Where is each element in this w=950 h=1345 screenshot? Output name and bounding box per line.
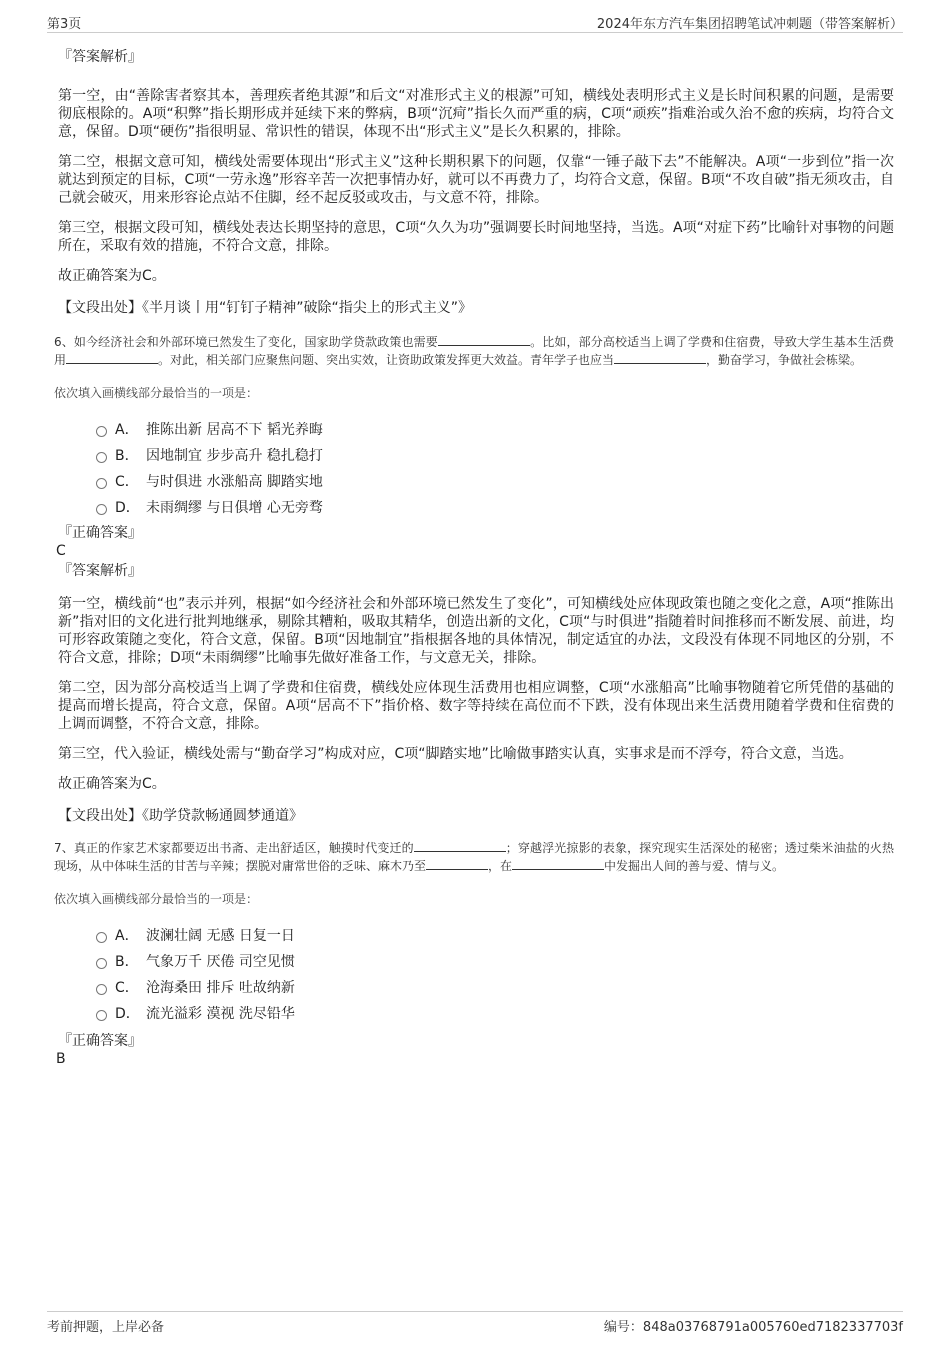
radio-button[interactable] <box>96 478 107 489</box>
question-instruction: 依次填入画横线部分最恰当的一项是： <box>54 892 259 906</box>
option-a[interactable] <box>58 923 894 949</box>
stem-text: 。对此，相关部门应聚焦问题、突出实效，让资助政策发挥更大效益。青年学子也应当 <box>158 353 615 367</box>
analysis-label: 『答案解析』 <box>58 49 142 65</box>
analysis-paragraph: 第三空，代入验证，横线处需与“勤奋学习”构成对应，C项“脚踏实地”比喻做事踏实认真，实事求是而不浮夸，符合文意，当选。 <box>58 746 853 762</box>
option-letter: C． <box>115 980 139 996</box>
radio-button[interactable] <box>96 958 107 969</box>
option-b[interactable] <box>58 949 894 975</box>
option-letter: A． <box>115 422 139 438</box>
option-text: 未雨绸缪 与日俱增 心无旁骛 <box>146 500 323 516</box>
answer-blank <box>426 857 488 870</box>
conclusion: 故正确答案为C。 <box>58 268 166 284</box>
option-letter: D． <box>115 1006 140 1022</box>
page-header <box>47 10 903 33</box>
analysis-label: 『答案解析』 <box>58 563 142 579</box>
document-body <box>54 44 894 1067</box>
page-number: 第3页 <box>47 17 82 32</box>
correct-answer: B <box>56 1051 66 1067</box>
analysis-paragraph: 第二空，因为部分高校适当上调了学费和住宿费，横线处应体现生活费用也相应调整，C项“水涨船高”比喻事物随着它所凭借的基础的提高而增长提高，符合文意，保留。A项“居高不下”指价格、数字等持续在高位而不下跌，没有体现出来生活费用随着学费和住宿费的上调而调整，不符合文意，排除。 <box>58 680 894 732</box>
answer-blank <box>66 351 158 364</box>
radio-button[interactable] <box>96 426 107 437</box>
option-text: 与时俱进 水涨船高 脚踏实地 <box>146 474 323 490</box>
stem-text: 。比如，部分高校适当上调了学费和住宿费，导致大学生基本生活费用 <box>54 335 894 367</box>
stem-text: 7、真正的作家艺术家都要迈出书斋、走出舒适区，触摸时代变迁的 <box>54 841 414 855</box>
option-letter: B． <box>115 954 139 970</box>
document-title: 2024年东方汽车集团招聘笔试冲刺题（带答案解析） <box>596 17 903 32</box>
option-letter: C． <box>115 474 139 490</box>
analysis-paragraph: 第三空，根据文段可知，横线处表达长期坚持的意思，C项“久久为功”强调要长时间地坚持，当选。A项“对症下药”比喻针对事物的问题所在，采取有效的措施，不符合文意，排除。 <box>58 220 894 254</box>
question-instruction: 依次填入画横线部分最恰当的一项是： <box>54 386 259 400</box>
source-citation: 【文段出处】《半月谈丨用“钉钉子精神”破除“指尖上的形式主义”》 <box>58 300 473 316</box>
option-c[interactable] <box>58 469 894 495</box>
footer-slogan: 考前押题，上岸必备 <box>47 1320 165 1335</box>
radio-button[interactable] <box>96 1010 107 1021</box>
stem-text: ，在 <box>488 859 513 873</box>
option-text: 推陈出新 居高不下 韬光养晦 <box>146 422 323 438</box>
option-text: 波澜壮阔 无感 日复一日 <box>146 928 295 944</box>
answer-blank <box>512 857 604 870</box>
answer-blank <box>614 351 706 364</box>
option-letter: B． <box>115 448 139 464</box>
analysis-paragraph: 第一空，由“善除害者察其本，善理疾者绝其源”和后文“对准形式主义的根源”可知，横线处表明形式主义是长时间积累的问题，是需要彻底根除的。A项“积弊”指长期形成并延续下来的弊病，B项“沉疴”指长久而严重的病，C项“顽疾”指难治或久治不愈的疾病，均符合文意，保留。D项“硬伤”指很明显、常识性的错误，体现不出“形式主义”是长久积累的，排除。 <box>58 88 894 140</box>
conclusion: 故正确答案为C。 <box>58 776 166 792</box>
radio-button[interactable] <box>96 504 107 515</box>
question-stem <box>54 839 894 875</box>
option-list <box>58 417 894 521</box>
correct-answer: C <box>56 543 66 559</box>
option-d[interactable] <box>58 1001 894 1027</box>
stem-text: ，勤奋学习，争做社会栋梁。 <box>706 353 863 367</box>
document-id: 编号：848a03768791a005760ed7182337703f <box>603 1320 903 1335</box>
answer-blank <box>438 333 530 346</box>
option-a[interactable] <box>58 417 894 443</box>
stem-text: ；穿越浮光掠影的表象，探究现实生活深处的秘密；透过柴米油盐的火热现场，从中体味生活的甘苦与辛辣；摆脱对庸常世俗的乏味、麻木乃至 <box>54 841 894 873</box>
option-letter: A． <box>115 928 139 944</box>
option-b[interactable] <box>58 443 894 469</box>
option-letter: D． <box>115 500 140 516</box>
radio-button[interactable] <box>96 932 107 943</box>
question-stem <box>54 333 894 369</box>
stem-text: 中发掘出人间的善与爱、情与义。 <box>604 859 785 873</box>
option-list <box>58 923 894 1027</box>
option-text: 流光溢彩 漠视 洗尽铅华 <box>146 1006 295 1022</box>
option-c[interactable] <box>58 975 894 1001</box>
page-footer <box>47 1311 903 1334</box>
radio-button[interactable] <box>96 984 107 995</box>
source-citation: 【文段出处】《助学贷款畅通圆梦通道》 <box>58 808 303 824</box>
option-text: 因地制宜 步步高升 稳扎稳打 <box>146 448 323 464</box>
analysis-paragraph: 第二空，根据文意可知，横线处需要体现出“形式主义”这种长期积累下的问题，仅靠“一锤子敲下去”不能解决。A项“一步到位”指一次就达到预定的目标，C项“一劳永逸”形容辛苦一次把事情办好，就可以不再费力了，均符合文意，保留。B项“不攻自破”指无须攻击，自己就会破灭，用来形容论点站不住脚，经不起反驳或攻击，与文意不符，排除。 <box>58 154 894 206</box>
analysis-paragraph: 第一空，横线前“也”表示并列，根据“如今经济社会和外部环境已然发生了变化”，可知横线处应体现政策也随之变化之意，A项“推陈出新”指对旧的文化进行批判地继承，剔除其糟粕，吸取其精华，创造出新的文化，C项“与时俱进”指随着时间推移而不断发展、前进，均可形容政策随之变化，符合文意，保留。B项“因地制宜”指根据各地的具体情况，制定适宜的办法，文段没有体现不同地区的分别，不符合文意，排除；D项“未雨绸缪”比喻事先做好准备工作，与文意无关，排除。 <box>58 596 894 666</box>
correct-answer-label: 『正确答案』 <box>58 1033 142 1049</box>
correct-answer-label: 『正确答案』 <box>58 525 142 541</box>
option-d[interactable] <box>58 495 894 521</box>
answer-blank <box>414 839 506 852</box>
radio-button[interactable] <box>96 452 107 463</box>
option-text: 气象万千 厌倦 司空见惯 <box>146 954 295 970</box>
stem-text: 6、如今经济社会和外部环境已然发生了变化，国家助学贷款政策也需要 <box>54 335 438 349</box>
option-text: 沧海桑田 排斥 吐故纳新 <box>146 980 295 996</box>
